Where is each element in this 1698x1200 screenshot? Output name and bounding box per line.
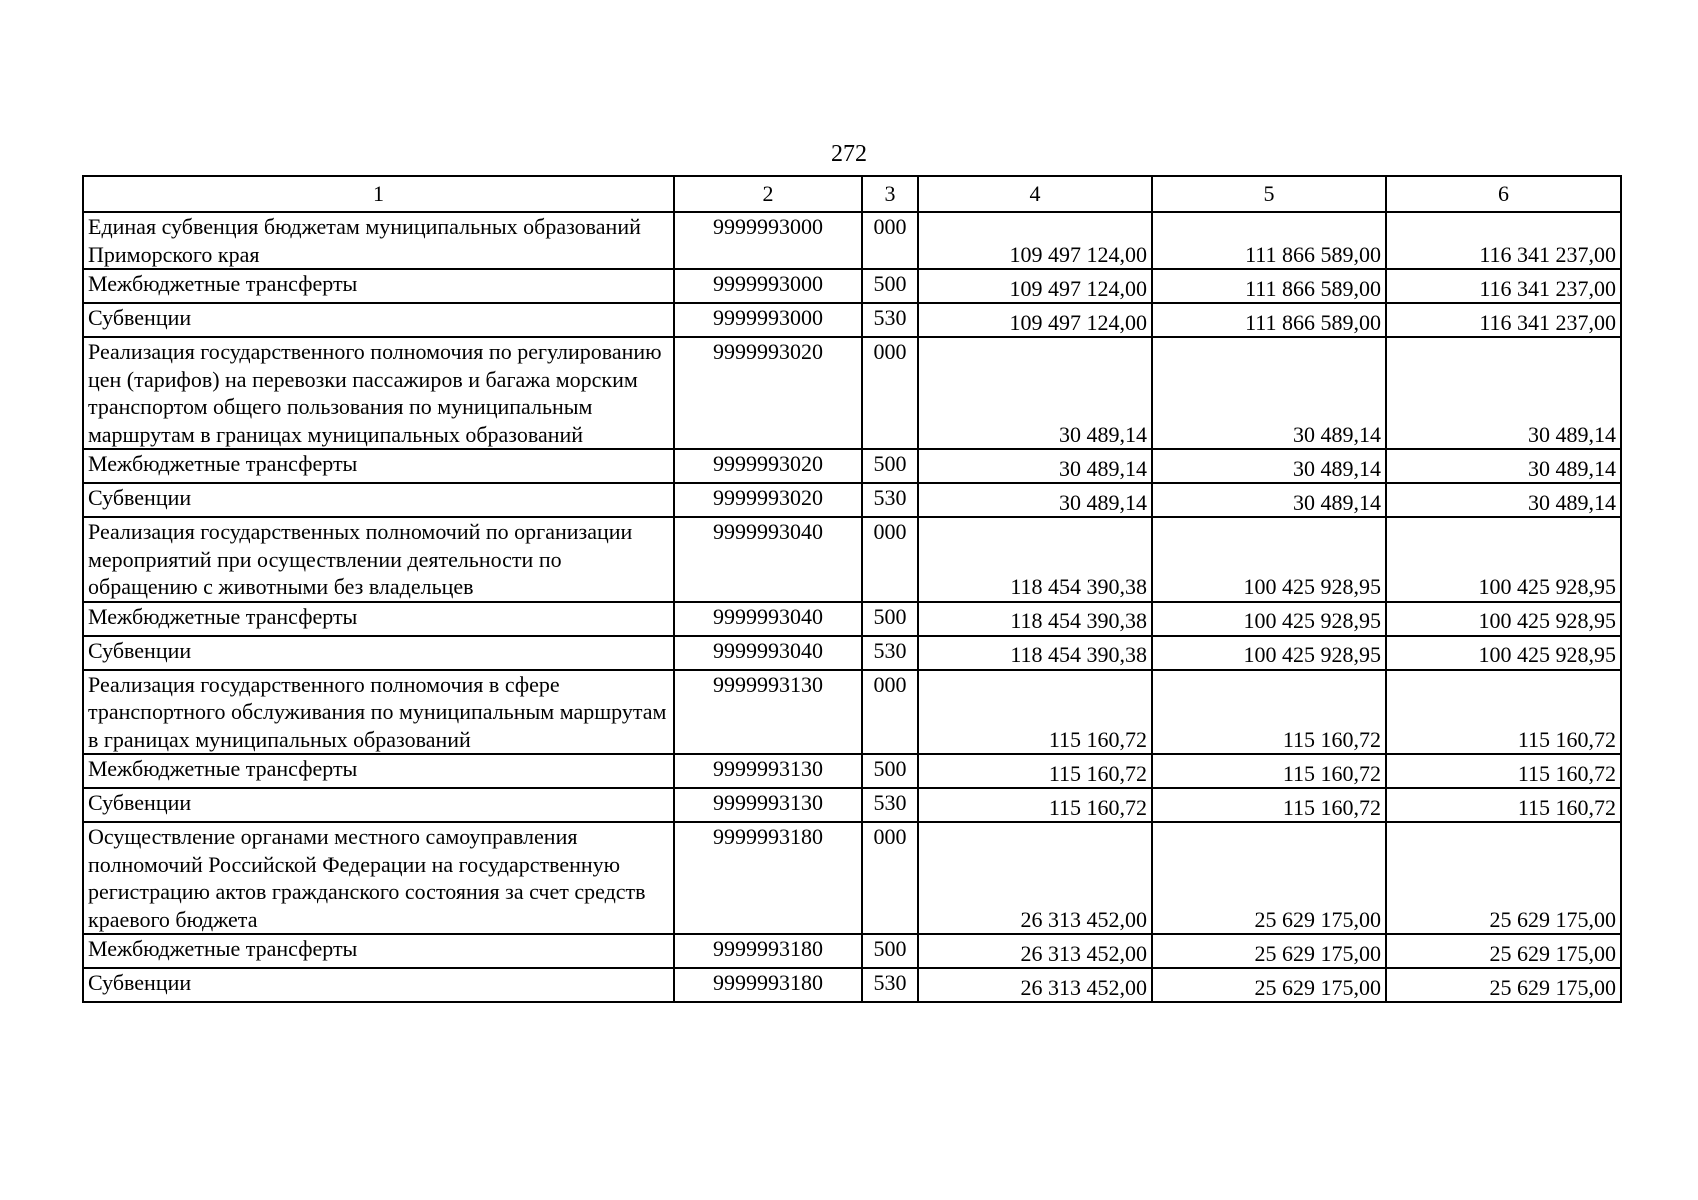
row-value-col4: 109 497 124,00 (918, 212, 1152, 269)
row-value-col4: 30 489,14 (918, 337, 1152, 449)
row-value-col5: 115 160,72 (1152, 754, 1386, 788)
row-name: Субвенции (83, 303, 674, 337)
row-value-col6: 116 341 237,00 (1386, 303, 1621, 337)
row-value-col6: 116 341 237,00 (1386, 212, 1621, 269)
header-cell: 2 (674, 176, 862, 212)
row-value-col6: 115 160,72 (1386, 670, 1621, 755)
row-value-col5: 30 489,14 (1152, 449, 1386, 483)
table-row (83, 822, 1621, 934)
row-value-col4: 109 497 124,00 (918, 269, 1152, 303)
table-row (83, 517, 1621, 602)
table-row (83, 337, 1621, 449)
row-code: 9999993130 (674, 754, 862, 788)
row-value-col6: 115 160,72 (1386, 788, 1621, 822)
table-row (83, 602, 1621, 636)
row-code: 9999993130 (674, 788, 862, 822)
row-value-col5: 30 489,14 (1152, 483, 1386, 517)
row-code: 9999993020 (674, 449, 862, 483)
row-value-col5: 115 160,72 (1152, 788, 1386, 822)
row-name: Единая субвенция бюджетам муниципальных образований Приморского края (83, 212, 674, 269)
row-kind: 530 (862, 483, 918, 517)
row-value-col5: 111 866 589,00 (1152, 303, 1386, 337)
row-value-col5: 100 425 928,95 (1152, 636, 1386, 670)
row-value-col6: 25 629 175,00 (1386, 934, 1621, 968)
row-code: 9999993020 (674, 483, 862, 517)
page-number: 272 (831, 141, 867, 167)
row-value-col5: 25 629 175,00 (1152, 968, 1386, 1002)
row-code: 9999993000 (674, 212, 862, 269)
table-row (83, 449, 1621, 483)
table-row (83, 303, 1621, 337)
row-value-col5: 115 160,72 (1152, 670, 1386, 755)
row-kind: 500 (862, 602, 918, 636)
row-kind: 500 (862, 754, 918, 788)
row-kind: 000 (862, 670, 918, 755)
row-value-col6: 100 425 928,95 (1386, 602, 1621, 636)
budget-table (82, 175, 1622, 1003)
row-name: Межбюджетные трансферты (83, 449, 674, 483)
row-kind: 530 (862, 968, 918, 1002)
row-value-col5: 100 425 928,95 (1152, 602, 1386, 636)
row-kind: 000 (862, 517, 918, 602)
row-code: 9999993000 (674, 303, 862, 337)
row-value-col4: 118 454 390,38 (918, 517, 1152, 602)
table-row (83, 212, 1621, 269)
table-row (83, 636, 1621, 670)
row-kind: 000 (862, 822, 918, 934)
header-cell: 4 (918, 176, 1152, 212)
row-name: Межбюджетные трансферты (83, 754, 674, 788)
row-name: Субвенции (83, 788, 674, 822)
row-value-col5: 100 425 928,95 (1152, 517, 1386, 602)
table-row (83, 788, 1621, 822)
row-kind: 530 (862, 303, 918, 337)
row-value-col6: 30 489,14 (1386, 337, 1621, 449)
row-name: Межбюджетные трансферты (83, 934, 674, 968)
row-value-col6: 100 425 928,95 (1386, 636, 1621, 670)
row-value-col5: 111 866 589,00 (1152, 269, 1386, 303)
row-name: Реализация государственного полномочия в сфере транспортного обслуживания по муниципальным маршрутам в границах муниципальных образований (83, 670, 674, 755)
row-value-col6: 30 489,14 (1386, 483, 1621, 517)
row-kind: 500 (862, 934, 918, 968)
row-name: Осуществление органами местного самоуправления полномочий Российской Федерации на государственную регистрацию актов гражданского состояния за счет средств краевого бюджета (83, 822, 674, 934)
row-name: Субвенции (83, 636, 674, 670)
row-value-col6: 115 160,72 (1386, 754, 1621, 788)
row-code: 9999993180 (674, 822, 862, 934)
row-value-col6: 25 629 175,00 (1386, 822, 1621, 934)
row-code: 9999993180 (674, 968, 862, 1002)
table-row (83, 934, 1621, 968)
row-value-col4: 115 160,72 (918, 788, 1152, 822)
row-value-col6: 30 489,14 (1386, 449, 1621, 483)
row-value-col6: 25 629 175,00 (1386, 968, 1621, 1002)
row-code: 9999993000 (674, 269, 862, 303)
table-row (83, 670, 1621, 755)
row-code: 9999993040 (674, 636, 862, 670)
row-name: Субвенции (83, 483, 674, 517)
row-value-col4: 115 160,72 (918, 670, 1152, 755)
row-code: 9999993130 (674, 670, 862, 755)
row-name: Реализация государственных полномочий по организации мероприятий при осуществлении деятельности по обращению с животными без владельцев (83, 517, 674, 602)
header-cell: 1 (83, 176, 674, 212)
row-kind: 530 (862, 636, 918, 670)
row-code: 9999993040 (674, 602, 862, 636)
row-name: Межбюджетные трансферты (83, 602, 674, 636)
row-code: 9999993180 (674, 934, 862, 968)
row-value-col6: 116 341 237,00 (1386, 269, 1621, 303)
row-value-col5: 111 866 589,00 (1152, 212, 1386, 269)
row-value-col4: 26 313 452,00 (918, 822, 1152, 934)
row-value-col4: 109 497 124,00 (918, 303, 1152, 337)
row-name: Межбюджетные трансферты (83, 269, 674, 303)
row-value-col4: 26 313 452,00 (918, 934, 1152, 968)
row-value-col5: 25 629 175,00 (1152, 822, 1386, 934)
row-value-col4: 30 489,14 (918, 483, 1152, 517)
row-kind: 500 (862, 449, 918, 483)
table-row (83, 483, 1621, 517)
row-name: Субвенции (83, 968, 674, 1002)
row-value-col4: 30 489,14 (918, 449, 1152, 483)
row-name: Реализация государственного полномочия по регулированию цен (тарифов) на перевозки пассажиров и багажа морским транспортом общего пользования по муниципальным маршрутам в границах муниципальных образований (83, 337, 674, 449)
table-row (83, 968, 1621, 1002)
row-code: 9999993040 (674, 517, 862, 602)
row-value-col4: 115 160,72 (918, 754, 1152, 788)
row-kind: 000 (862, 337, 918, 449)
row-value-col6: 100 425 928,95 (1386, 517, 1621, 602)
header-cell: 6 (1386, 176, 1621, 212)
header-cell: 3 (862, 176, 918, 212)
row-value-col5: 30 489,14 (1152, 337, 1386, 449)
row-value-col4: 118 454 390,38 (918, 602, 1152, 636)
row-kind: 530 (862, 788, 918, 822)
row-value-col4: 118 454 390,38 (918, 636, 1152, 670)
table-row (83, 269, 1621, 303)
row-code: 9999993020 (674, 337, 862, 449)
header-cell: 5 (1152, 176, 1386, 212)
table-row (83, 754, 1621, 788)
table-header-row (83, 176, 1621, 212)
row-kind: 000 (862, 212, 918, 269)
row-value-col4: 26 313 452,00 (918, 968, 1152, 1002)
row-value-col5: 25 629 175,00 (1152, 934, 1386, 968)
row-kind: 500 (862, 269, 918, 303)
